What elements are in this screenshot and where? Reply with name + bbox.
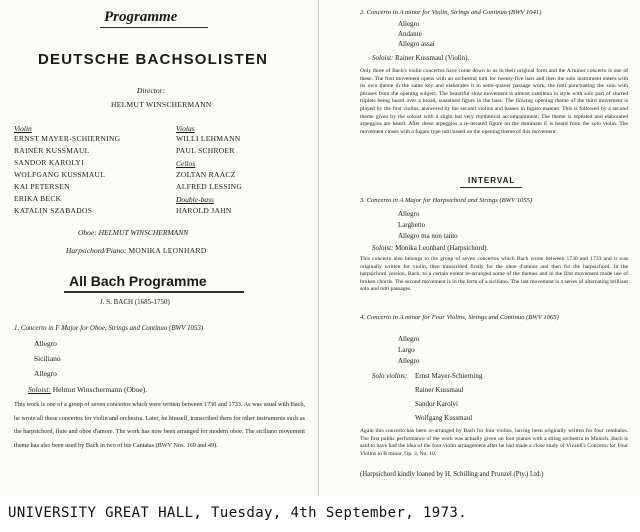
- item1-notes: This work is one of a group of seven concertos which were written between 1730 and 1733. As was usual with Bach, he wrote all these concertos for violin and orchestra. Later, he himself, transcribed them for other instruments such as the harpsichord, flute and oboe d'amore. The work has now been arranged for modern oboe. The siciliano movement theme has also been used by Bach in two of his Cantatas (BWV Nos. 169 and 49).: [14, 401, 305, 449]
- cello-label: Cellos: [176, 159, 196, 168]
- violinist: RAINER KUSSMAUL: [14, 146, 90, 155]
- item1-movement: Siciliano: [34, 354, 61, 363]
- item3-soloist-name: Monika Leonhard (Harpsichord).: [395, 244, 489, 252]
- viola-label: Violas: [176, 124, 195, 133]
- violinist: SANDOR KAROLYI: [14, 158, 84, 167]
- director-label: Director:: [137, 86, 166, 95]
- item1-soloist: [28, 385, 147, 394]
- item3-soloist-label: Soloist:: [372, 244, 394, 252]
- item3-movement: Larghetto: [398, 221, 426, 229]
- item3-title: 3. Concerto in A Major for Harpsichord and Strings (BWV 1055): [360, 197, 533, 204]
- item2-movement: Allegro assai: [398, 40, 435, 48]
- harpsichord-label: Harpsichord/Piano:: [66, 246, 127, 255]
- double-bass-label: Double-bass: [176, 195, 214, 204]
- item2-soloist-name: Rainer Kussmaul (Violin).: [395, 54, 470, 62]
- violist: PAUL SCHROER: [176, 146, 235, 155]
- venue-date-caption: UNIVERSITY GREAT HALL, Tuesday, 4th September, 1973.: [8, 505, 468, 521]
- item2-title: 2. Concerto in A minor for Violin, Strings and Continuo (BWV 1041): [360, 9, 542, 16]
- item1-title: 1. Concerto in F Major for Oboe, Strings and Continuo (BWV 1053): [14, 325, 204, 332]
- cellist: ALFRED LESSING: [176, 182, 243, 191]
- ensemble-name: DEUTSCHE BACHSOLISTEN: [38, 51, 269, 68]
- item4-notes: Again this concerto has been re-arranged by Bach for four violins, having been originally written for four cembalos. The first public performance of the work was actually given on four pianos with a string orchestra in Munich. Bach is said to have had the idea of the four violin arrangement after he had made a close study of Vivaldi's Concerto for Four Violins in B minor, Op. 3, No. 10.: [360, 428, 628, 457]
- item4-soloists-label: Solo violins:: [372, 372, 408, 380]
- item4-soloist: Ernst Mayer-Schierning: [415, 372, 483, 380]
- oboe-credit: Oboe: HELMUT WINSCHERMANN: [78, 228, 189, 237]
- item2-soloist: [372, 54, 469, 63]
- violist: WILLI LEHMANN: [176, 134, 241, 143]
- item2-movement: Andante: [398, 30, 422, 38]
- item4-movement: Allegro: [398, 357, 420, 365]
- item2-notes: Only three of Bach's violin concertos have come down to us in their original form and the A minor concerto is one of these. The first movement opens with an orchestral tutti for twenty-five bars and then the solo instrument enters with its own theme in the same key and elaborates it in semi-quaver passage work, the tutti punctuating the solo with phrases from the opening subject. The beautiful slow movement is almost cantilena in style with solo part of slurred triplets being heard over a broad, sustained figure in the bass. The flowing opening theme of the third movement is played by the first violins, answered by the second violins and basses in fugato manner. This is followed by a second theme given by the soloist with a slight but very rhythmical accompaniment. The theme is repeated and elaborated arpeggios are heard. After these arpeggios a re-iterated figure on the dominant E is heard from the solo violin. The movement closes with a fugato type tutti based on the opening theme of this movement.: [360, 68, 628, 135]
- item1-soloist-label: Soloist:: [28, 385, 51, 394]
- violinist: ERNST MAYER-SCHIERNING: [14, 134, 121, 143]
- cellist: ZOLTAN RAACZ: [176, 170, 236, 179]
- programme-left-page: [0, 0, 319, 496]
- harpsichord-credit: [66, 246, 206, 255]
- item2-soloist-label: Soloist:: [372, 54, 394, 62]
- all-bach-underline: [64, 291, 244, 293]
- item3-soloist: [372, 244, 488, 253]
- programme-right-page: [320, 0, 640, 496]
- interval-underline: [460, 187, 522, 188]
- violinist: KATALIN SZABADOS: [14, 206, 93, 215]
- item3-notes: This concerto also belongs to the group of seven concertos which Bach wrote between 1730 and 1733 and it was originally written for violin, then transcribed firstly for the oboe d'amour and then for the harpsichord. In the harpsichord version, Bach, to a certain extent re-arranged some of the themes and in the first movement made use of broken chords. The second movement is in the form of a siciliano. The last movement is a series of alternating brilliant solo and tutti passages.: [360, 256, 628, 293]
- programme-heading: Programme: [104, 9, 178, 25]
- harpsichord-loan-note: (Harpsichord kindly loaned by H. Schilling and Prunzel (Pty.) Ltd.): [360, 471, 544, 478]
- item1-soloist-name: Helmut Winschermann (Oboe).: [52, 385, 148, 394]
- interval-heading: INTERVAL: [468, 176, 516, 185]
- item4-title: 4. Concerto in A minor for Four Violins, Strings and Continuo (BWV 1065): [360, 314, 559, 321]
- harpsichord-name: MONIKA LEONHARD: [128, 246, 207, 255]
- item2-movement: Allegro: [398, 20, 420, 28]
- director-name: HELMUT WINSCHERMANN: [111, 100, 212, 109]
- item1-movement: Allegro: [34, 339, 57, 348]
- item4-soloist: Sandor Karolyi: [415, 400, 458, 408]
- all-bach-heading: All Bach Programme: [69, 273, 207, 289]
- violinist: KAI PETERSEN: [14, 182, 70, 191]
- item4-movement: Largo: [398, 346, 415, 354]
- item3-movement: Allegro: [398, 210, 420, 218]
- item3-movement: Allegro ma non tanto: [398, 232, 458, 240]
- violinist: WOLFGANG KUSSMAUL: [14, 170, 106, 179]
- item4-soloist: Rainer Kussmaul: [415, 386, 464, 394]
- violin-label: Violin: [14, 124, 32, 133]
- double-bassist: HAROLD JAHN: [176, 206, 232, 215]
- item1-movement: Allegro: [34, 369, 57, 378]
- item4-movement: Allegro: [398, 335, 420, 343]
- violinist: ERIKA BECK: [14, 194, 62, 203]
- composer-line: J. S. BACH (1685-1750): [100, 298, 170, 306]
- programme-underline: [100, 27, 208, 28]
- item4-soloist: Wolfgang Kussmaul: [415, 414, 473, 422]
